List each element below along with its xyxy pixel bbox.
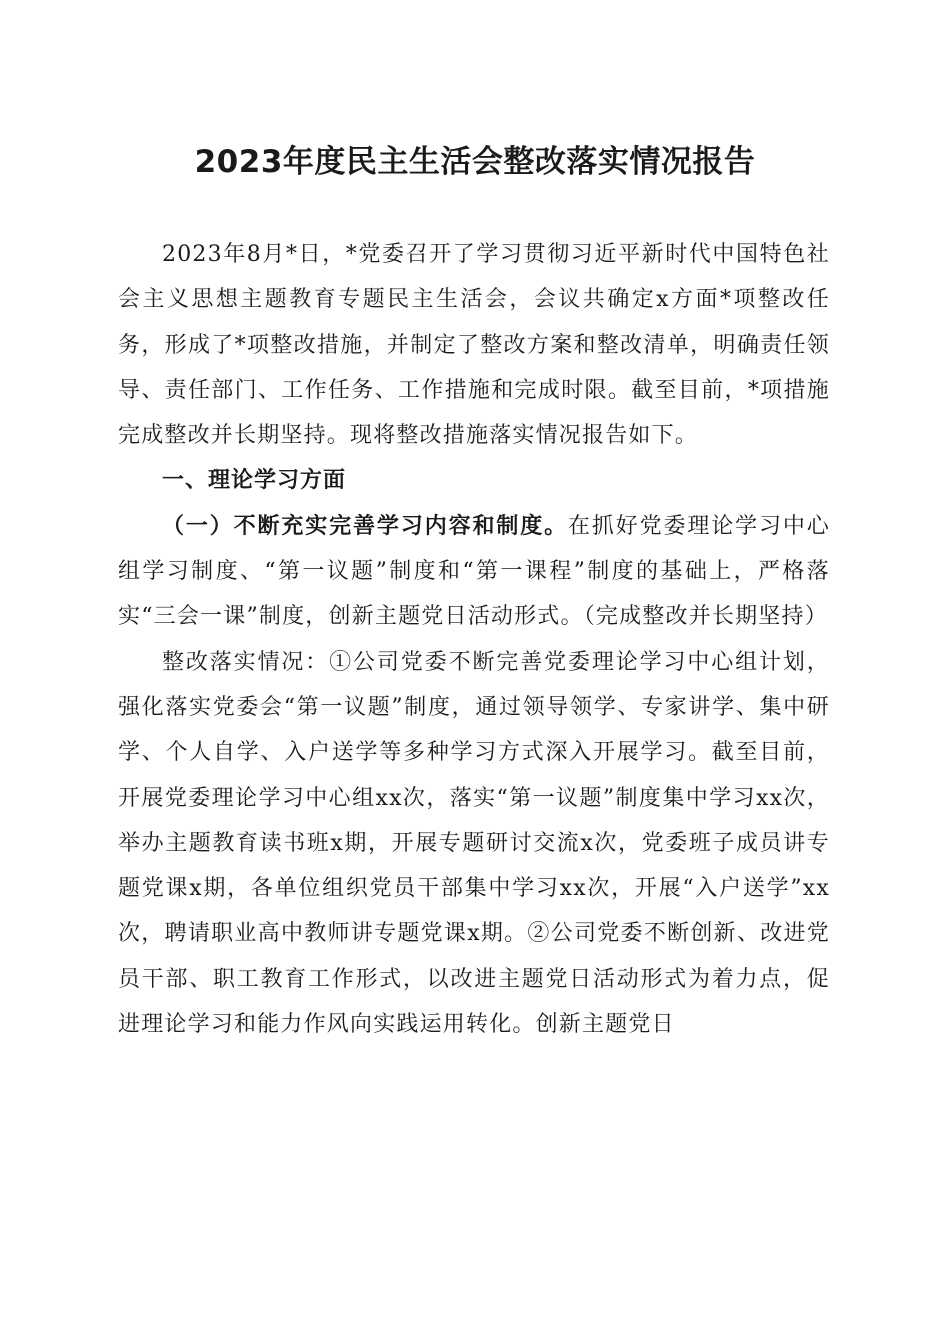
progress-paragraph: 整改落实情况：①公司党委不断完善党委理论学习中心组计划，强化落实党委会“第一议题”制度，通过领导领学、专家讲学、集中研学、个人自学、入户送学等多种学习方式深入开展学习。截至目前，开展党委理论学习中心组xx次，落实“第一议题”制度集中学习xx次，举办主题教育读书班x期，开展专题研讨交流x次，党委班子成员讲专题党课x期，各单位组织党员干部集中学习xx次，开展“入户送学”xx次，聘请职业高中教师讲专题党课x期。②公司党委不断创新、改进党员干部、职工教育工作形式，以改进主题党日活动形式为着力点，促进理论学习和能力作风向实践运用转化。创新主题党日 xyxy=(118,649,830,1038)
document-body xyxy=(118,232,830,1047)
section-heading: 一、理论学习方面 xyxy=(162,468,347,494)
intro-paragraph: 2023年8月*日，*党委召开了学习贯彻习近平新时代中国特色社会主义思想主题教育专题民主生活会，会议共确定x方面*项整改任务，形成了*项整改措施，并制定了整改方案和整改清单，明确责任领导、责任部门、工作任务、工作措施和完成时限。截至目前，*项措施完成整改并长期坚持。现将整改措施落实情况报告如下。 xyxy=(118,242,830,449)
item-title: （一）不断充实完善学习内容和制度。 xyxy=(162,512,568,539)
item-paragraph xyxy=(118,504,830,640)
item-text: 在抓好党委理论学习中心组学习制度、“第一议题”制度和“第一课程”制度的基础上，严格落实“三会一课”制度，创新主题党日活动形式。（完成整改并长期坚持） xyxy=(118,513,830,630)
document-title: 2023年度民主生活会整改落实情况报告 xyxy=(194,144,756,180)
